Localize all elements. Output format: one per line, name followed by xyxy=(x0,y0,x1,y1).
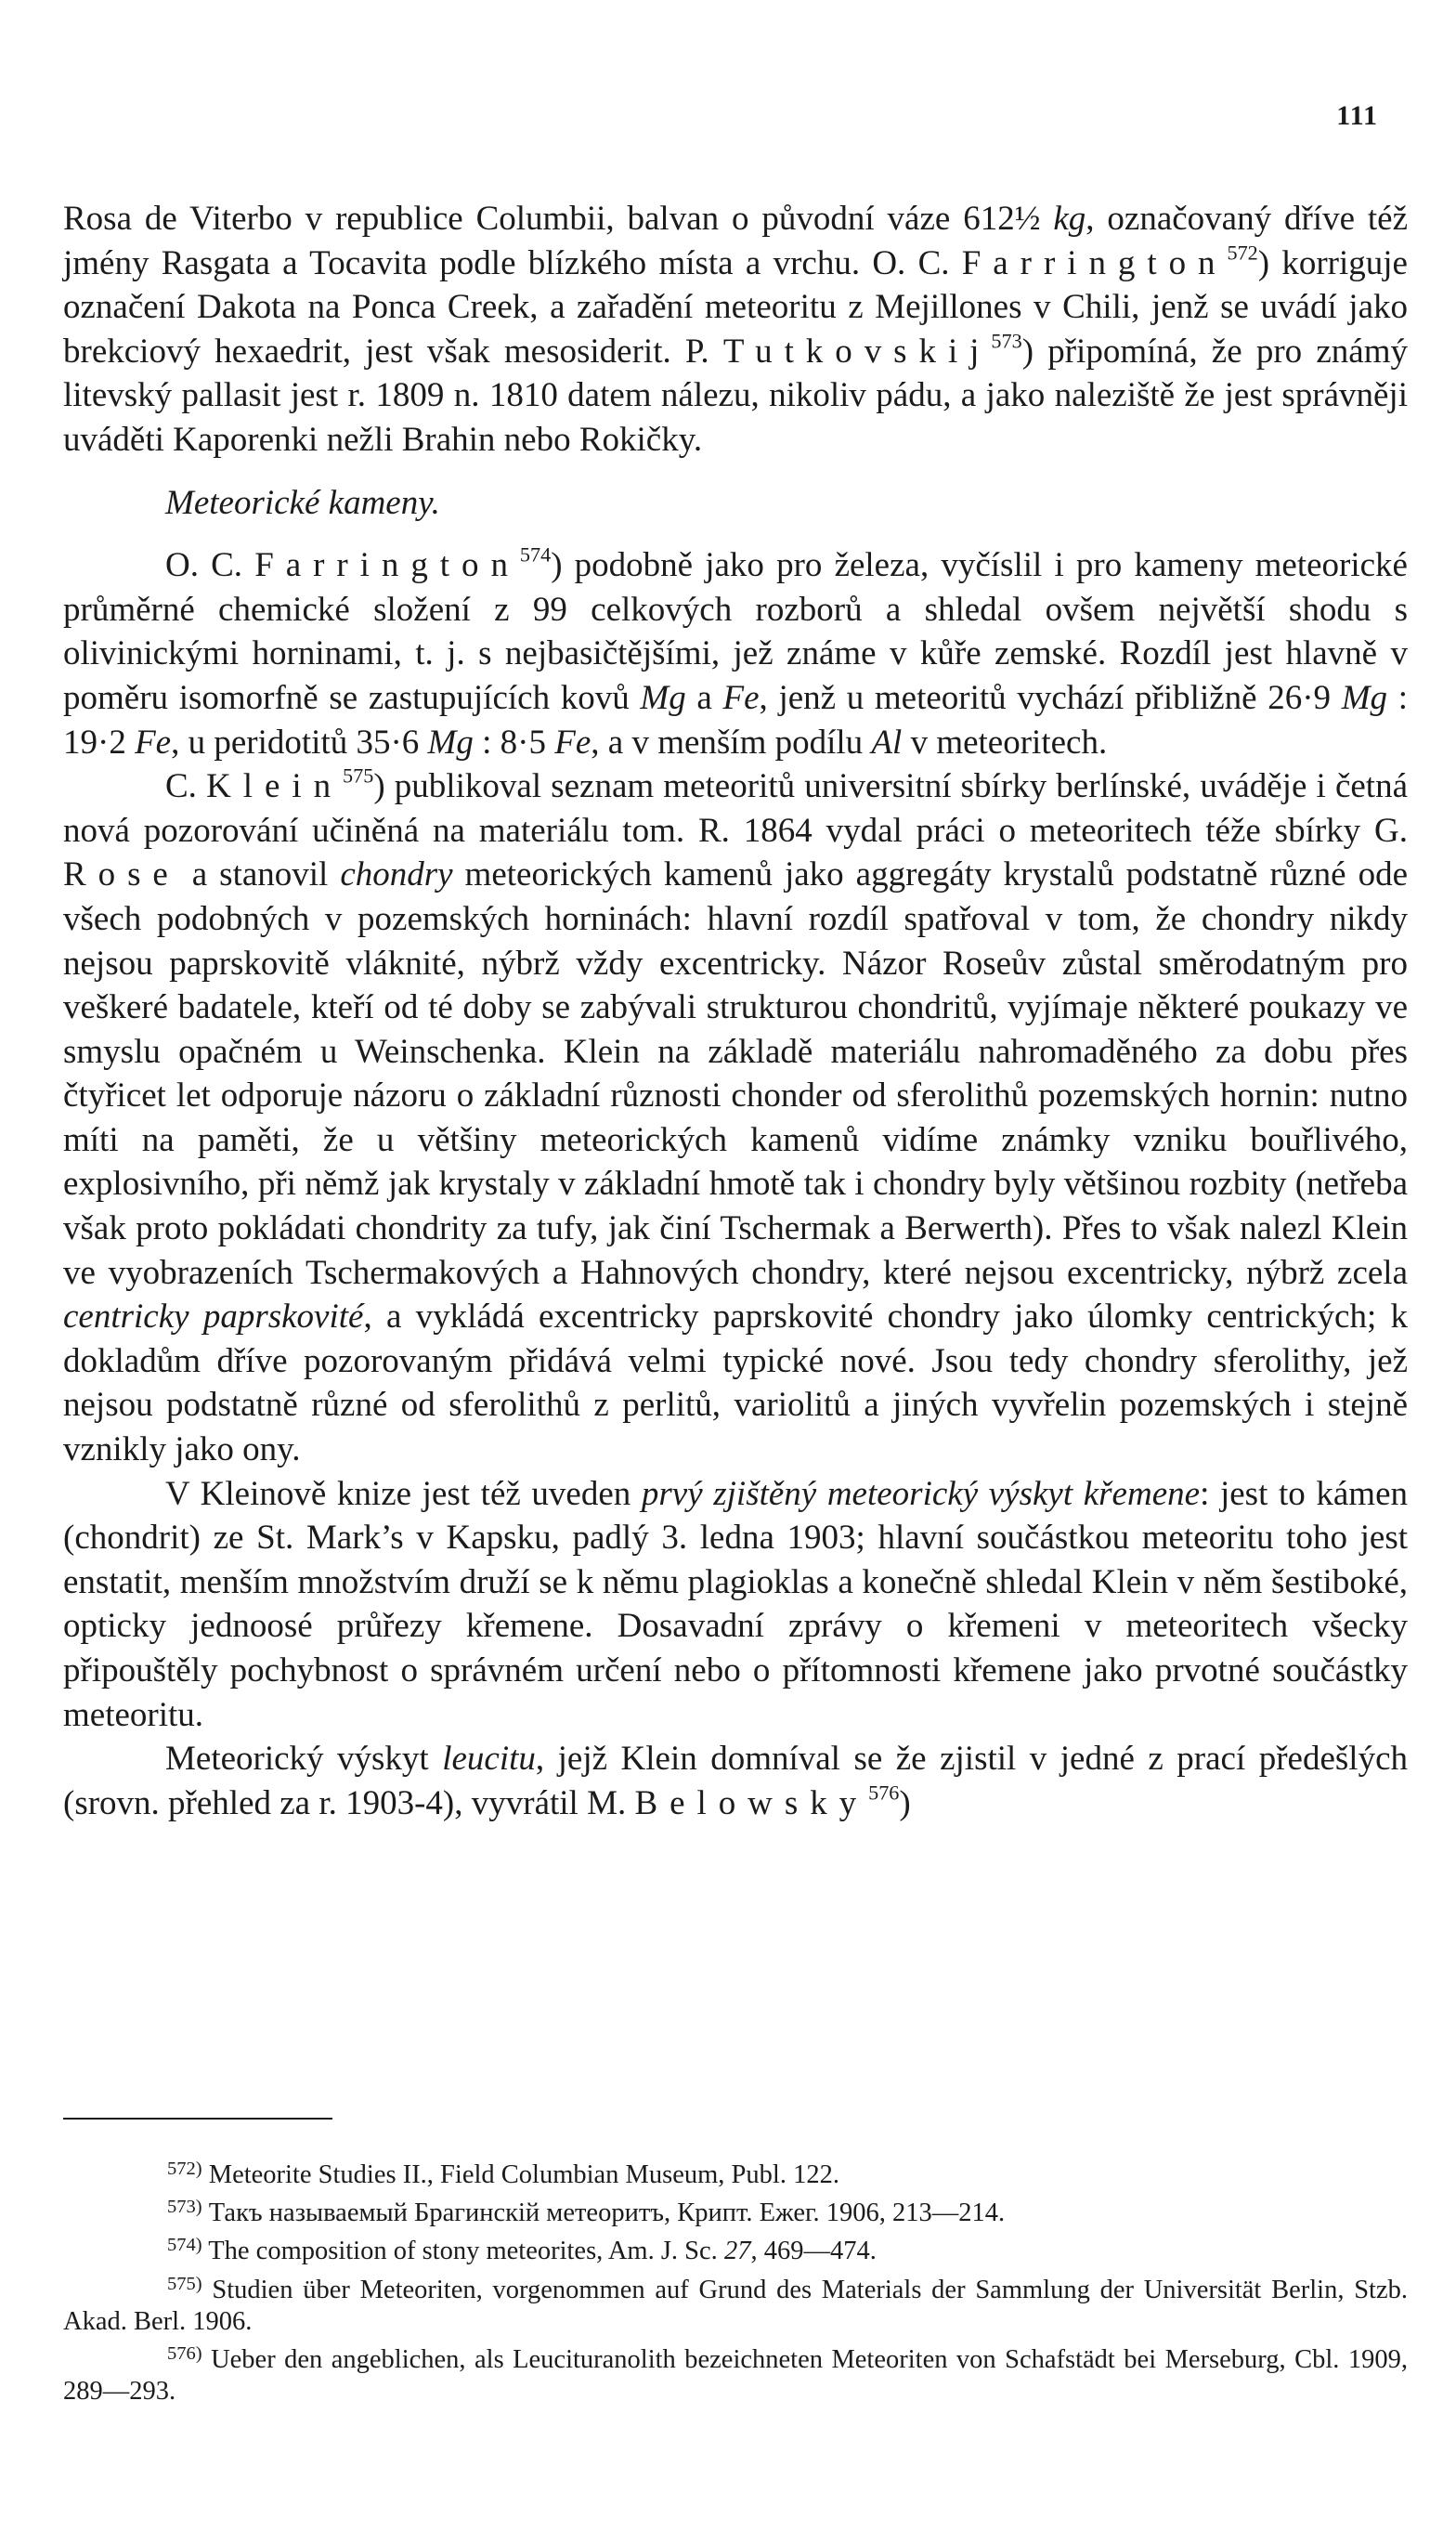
element-symbol: Fe xyxy=(722,678,760,717)
element-symbol: Mg xyxy=(427,723,474,762)
element-symbol: Fe xyxy=(554,723,592,762)
author-name: Rose xyxy=(63,855,180,894)
footnote-divider xyxy=(63,2118,332,2120)
footnote-ref: 572 xyxy=(1227,241,1258,265)
paragraph-2: O. C. Farrington$^{574}$) podobně jako pro železa, vyčíslil i pro kameny meteorické průměrné chemické složení z 99 celkových rozborů a shledal ovšem největší shodu s olivinickými horninami, t. j. s nejbasičtějšími, jež známe v kůře zemské. Rozdíl jest hlavně v poměru isomorfně se zastupujících kovů Mg a Fe, jenž u meteoritů vychází přibližně 26·9 Mg : 19·2 Fe, u peridotitů 35·6 Mg : 8·5 Fe, a v menším podílu Al v meteoritech. xyxy=(63,542,1408,762)
emphasis: centricky paprskovité xyxy=(63,1298,364,1337)
author-name: Farrington xyxy=(254,546,520,585)
fraction: ½ xyxy=(1014,200,1041,238)
paragraph-1: Rosa de Viterbo v republice Columbii, balvan o původní váze 612½ kg, označovaný dříve též jmény Rasgata a Tocavita podle blízkého místa a vrchu. O. C. Farrington$^{572}$) korriguje označení Dakota na Ponca Creek, a zařadění meteoritu z Mejillones v Chili, jenž se uvádí jako brekciový hexaedrit, jest však mesosiderit. P. Tutkovskij$^{573}$) připomíná, že pro známý litevský pallasit jest r. 1809 n. 1810 datem nálezu, nikoliv pádu, a jako naleziště že jest správněji uváděti Kaporenki nežli Brahin nebo Rokičky. xyxy=(63,200,1409,459)
unit-kg: kg xyxy=(1053,200,1086,238)
footnote-ref: 576 xyxy=(868,1781,900,1805)
emphasis: prvý zjištěný meteorický výskyt křemene xyxy=(641,1474,1201,1513)
paragraph-3: C. Klein$^{575}$) publikoval seznam meteoritů universitní sbírky berlínské, uváděje i četná nová pozorování učiněná na materiálu tom. R. 1864 vydal práci o meteoritech téže sbírky G. Rose a stanovil chondry meteorických kamenů jako aggregáty krystalů podstatně různé ode všech podobných v pozemských horninách: hlavní rozdíl spatřoval v tom, že chondry nikdy nejsou paprskovitě vláknité, nýbrž vždy excentricky. Názor Roseův zůstal směrodatným pro veškeré badatele, kteří od té doby se zabývali strukturou chondritů, vyjímaje některé poukazy ve smyslu opačném u Weinschenka. Klein na základě materiálu nahromaděného za dobu přes čtyřicet let odporuje názoru o základní různosti chonder od sferolithů pozemských hornin: nutno míti na paměti, že u většiny meteorických kamenů vidíme známky vzniku bouřlivého, explosivního, při němž jak krystaly v základní hmotě tak i chondry byly většinou rozbity (netřeba však proto pokládati chondrity za tufy, jak činí Tschermak a Berwerth). Přes to však nalezl Klein ve vyobrazeních Tschermakových a Hahnových chondry, které nejsou excentricky, nýbrž zcela centricky paprskovité, a vykládá excentricky paprskovité chondry jako úlomky centrických; k dokladům dříve pozorovaným přidává velmi typické nové. Jsou tedy chondry sferolithy, jež nejsou podstatně různé od sferolithů z perlitů, variolitů a jiných vyvřelin pozemských i stejně vznikly jako ony. xyxy=(63,763,1409,1469)
body-text xyxy=(63,197,1408,1825)
footnote-number: 573) xyxy=(167,2197,202,2218)
footnote-ref: 575 xyxy=(343,763,374,788)
emphasis: leucitu xyxy=(442,1740,536,1779)
footnote-number: 575) xyxy=(167,2273,202,2294)
paragraph-4: V Kleinově knize jest též uveden prvý zjištěný meteorický výskyt křemene: jest to kámen (chondrit) ze St. Mark’s v Kapsku, padlý 3. ledna 1903; hlavní součástkou meteoritu toho jest enstatit, menším množstvím druží se k němu plagioklas a konečně shledal Klein v něm šestiboké, opticky jednoosé průřezy křemene. Dosavadní zprávy o křemeni v meteoritech všecky připouštěly pochybnost o správném určení nebo o přítomnosti křemene jako prvotné součástky meteoritu. xyxy=(63,1474,1408,1734)
footnote: $^{575)}$ Studien über Meteoriten, vorgenommen auf Grund des Materials der Sammlung der Universität Berlin, Stzb. Akad. Berl. 1906. xyxy=(63,2273,1408,2336)
element-symbol: Fe xyxy=(135,723,172,762)
footnote-ref: 573 xyxy=(991,329,1022,353)
element-symbol: Mg xyxy=(640,678,686,717)
volume-number: 27 xyxy=(723,2237,751,2266)
footnote-ref: 574 xyxy=(519,542,552,567)
footnote-number: 574) xyxy=(167,2235,202,2256)
footnote: $^{574)}$ The composition of stony meteorites, Am. J. Sc. 27, 469—474. xyxy=(167,2235,877,2266)
author-name: Farrington xyxy=(961,243,1228,282)
footnote: $^{576)}$ Ueber den angeblichen, als Leucituranolith bezeichneten Meteoriten von Schafstädt bei Merseburg, Cbl. 1909, 289—293. xyxy=(63,2342,1408,2407)
page-number: 111 xyxy=(1336,100,1378,131)
footnote-number: 576) xyxy=(167,2342,202,2364)
footnote: $^{572)}$ Meteorite Studies II., Field Columbian Museum, Publ. 122. xyxy=(167,2159,839,2190)
author-name: Klein xyxy=(206,767,344,806)
footnote: $^{573)}$ Такъ называемый Брагинскій метеоритъ, Крипт. Ежег. 1906, 213—214. xyxy=(167,2197,1006,2228)
paragraph-5: Meteorický výskyt leucitu, jejž Klein domníval se že zjistil v jedné z prací předešlých (srovn. přehled za r. 1903-4), vyvrátil M. Belowsky$^{576}$) xyxy=(63,1740,1408,1822)
emphasis: chondry xyxy=(340,855,453,894)
element-symbol: Mg xyxy=(1341,678,1388,717)
footnotes xyxy=(63,2153,1408,2407)
footnote-number: 572) xyxy=(167,2159,202,2179)
section-heading: Meteorické kameny. xyxy=(165,483,440,522)
author-name: Tutkovskij xyxy=(722,332,992,371)
element-symbol: Al xyxy=(871,723,903,762)
author-name: Belowsky xyxy=(634,1783,869,1822)
